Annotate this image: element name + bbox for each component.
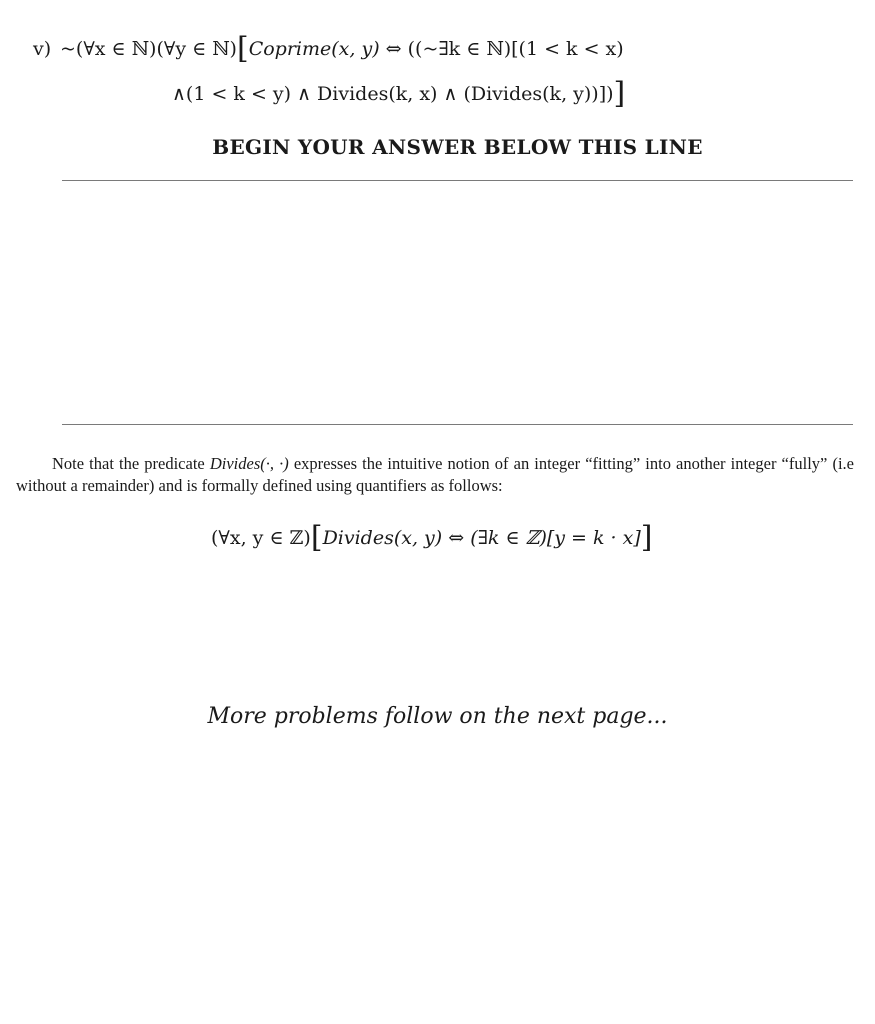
answer-bottom-rule — [62, 424, 853, 425]
definition-close-bracket: ] — [640, 520, 653, 555]
note-divides-predicate: Divides(·, ·) — [209, 454, 289, 473]
formula-line-1 — [60, 31, 624, 66]
formula-open-bracket: [ — [236, 31, 249, 66]
divides-definition — [211, 520, 653, 555]
formula-line-1-rest: ⇔ ((~∃k ∈ ℕ)[(1 < k < x) — [379, 38, 624, 60]
answer-top-rule — [62, 180, 853, 181]
note-part-2: expresses the intuitive notion of an integer “fitting” into another integer “fully” (i.e without a remainder) and is formally defined using quantifiers as follows: — [16, 454, 854, 495]
note-part-1: Note that the predicate — [52, 454, 210, 473]
definition-body: Divides(x, y) ⇔ (∃k ∈ ℤ)[y = k · x] — [322, 527, 641, 549]
formula-close-bracket: ] — [613, 76, 626, 111]
note-paragraph — [16, 453, 854, 497]
formula-quantifiers: ~(∀x ∈ ℕ)(∀y ∈ ℕ) — [60, 38, 237, 60]
formula-coprime-predicate: Coprime(x, y) — [248, 38, 380, 60]
definition-open-bracket: [ — [310, 520, 323, 555]
definition-quantifier: (∀x, y ∈ ℤ) — [211, 527, 311, 549]
formula-line-2 — [172, 76, 626, 111]
next-page-note: More problems follow on the next page... — [207, 704, 668, 729]
problem-number: v) — [33, 38, 52, 60]
answer-heading: BEGIN YOUR ANSWER BELOW THIS LINE — [212, 135, 703, 159]
problem-label — [33, 38, 51, 60]
formula-line-2-text: ∧(1 < k < y) ∧ Divides(k, x) ∧ (Divides(k, y))]) — [172, 83, 614, 105]
